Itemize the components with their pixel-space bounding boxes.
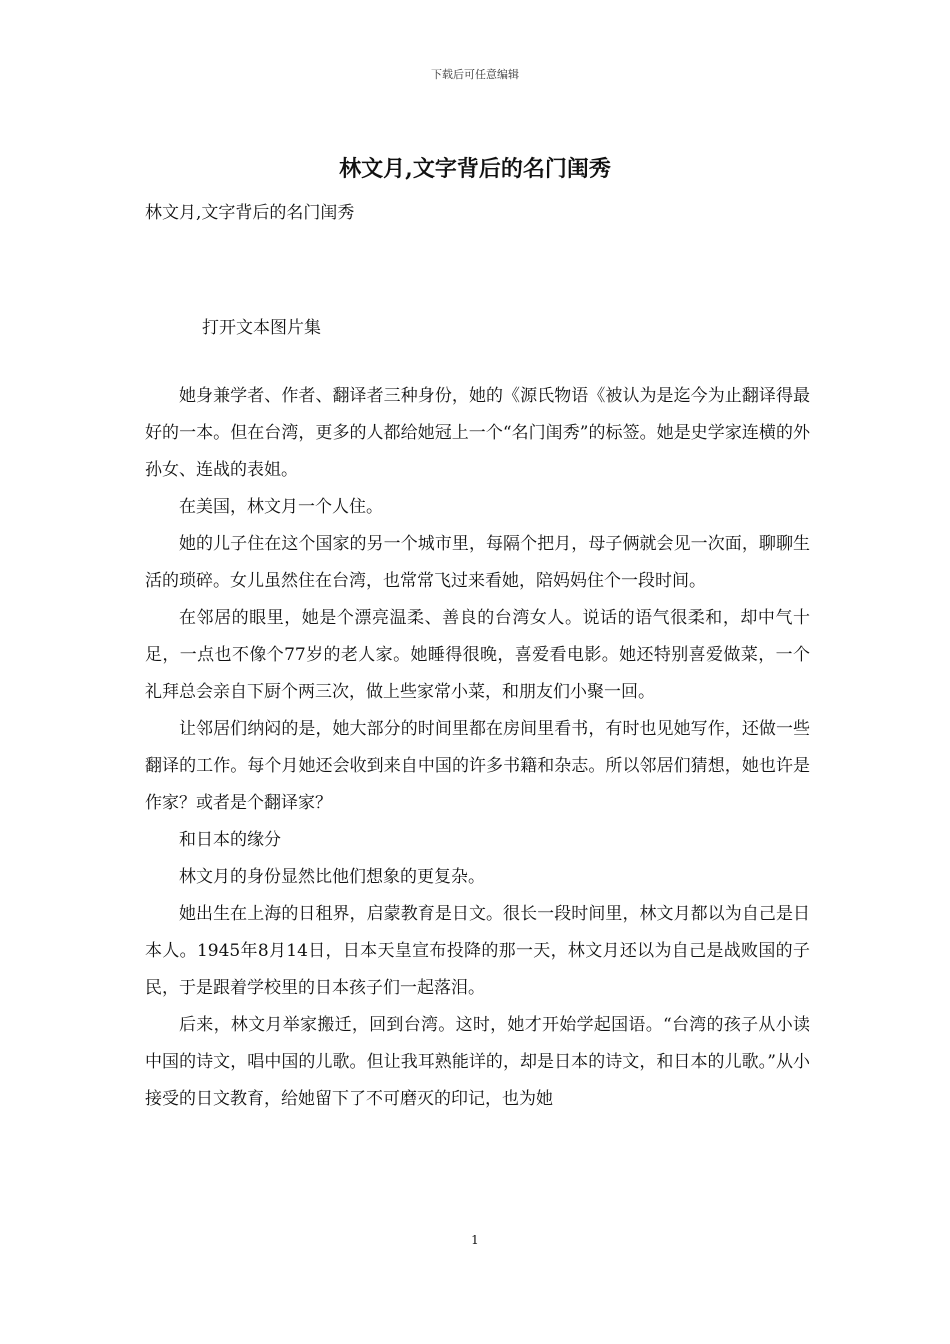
document-subtitle: 林文月,文字背后的名门闺秀 [145, 203, 355, 223]
page-header-note: 下载后可任意编辑 [431, 68, 519, 81]
page-number: 1 [471, 1233, 479, 1247]
section-heading: 和日本的缘分 [179, 830, 281, 850]
open-image-gallery-link[interactable]: 打开文本图片集 [202, 318, 321, 338]
paragraph: 让邻居们纳闷的是，她大部分的时间里都在房间里看书，有时也见她写作，还做一些翻译的工作。每个月她还会收到来自中国的许多书籍和杂志。所以邻居们猜想，她也许是作家？或者是个翻译家？ [145, 719, 810, 813]
paragraph: 她的儿子住在这个国家的另一个城市里，每隔个把月，母子俩就会见一次面，聊聊生活的琐碎。女儿虽然住在台湾，也常常飞过来看她，陪妈妈住个一段时间。 [145, 534, 810, 591]
paragraph: 她出生在上海的日租界，启蒙教育是日文。很长一段时间里，林文月都以为自己是日本人。1945年8月14日，日本天皇宣布投降的那一天，林文月还以为自己是战败国的子民，于是跟着学校里的日本孩子们一起落泪。 [145, 904, 810, 998]
paragraph: 她身兼学者、作者、翻译者三种身份，她的《源氏物语《被认为是迄今为止翻译得最好的一本。但在台湾，更多的人都给她冠上一个“名门闺秀”的标签。她是史学家连横的外孙女、连战的表姐。 [145, 386, 810, 480]
paragraph: 在邻居的眼里，她是个漂亮温柔、善良的台湾女人。说话的语气很柔和，却中气十足，一点也不像个77岁的老人家。她睡得很晚，喜爱看电影。她还特别喜爱做菜，一个礼拜总会亲自下厨个两三次，做上些家常小菜，和朋友们小聚一回。 [145, 608, 810, 702]
article-body [145, 378, 810, 1118]
paragraph: 后来，林文月举家搬迁，回到台湾。这时，她才开始学起国语。“台湾的孩子从小读中国的诗文，唱中国的儿歌。但让我耳熟能详的，却是日本的诗文，和日本的儿歌。”从小接受的日文教育，给她留下了不可磨灭的印记，也为她 [145, 1015, 810, 1109]
paragraph: 在美国，林文月一个人住。 [179, 497, 383, 517]
paragraph: 林文月的身份显然比他们想象的更复杂。 [179, 867, 485, 887]
document-title: 林文月,文字背后的名门闺秀 [339, 156, 611, 182]
